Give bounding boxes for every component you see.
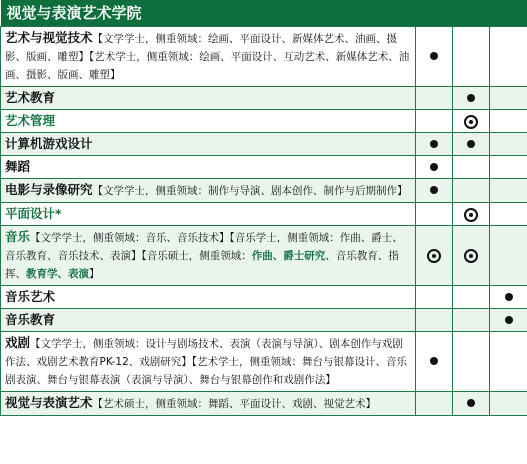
table-row	[1, 332, 527, 392]
program-name: 平面设计*	[5, 206, 62, 221]
program-cell	[1, 286, 416, 309]
mark-cell	[490, 226, 527, 286]
bullet-icon	[467, 140, 475, 148]
program-cell	[1, 27, 416, 87]
mark-cell	[490, 87, 527, 110]
program-note: 【文学学士，侧重领域：设计与剧场技术、表演（表演与导演）、剧本创作与戏剧作法、戏剧艺术教育PK-12、戏剧研究】【艺术学士，侧重领域：舞台与银幕设计、音乐剧表演、舞台与银幕表演（表演与导演）、舞台与银幕创作和戏剧作法】	[5, 338, 408, 386]
program-name: 音乐教育	[5, 312, 56, 327]
program-cell	[1, 392, 416, 416]
school-title: 视觉与表演艺术学院	[1, 0, 527, 27]
program-cell	[1, 87, 416, 110]
mark-cell	[453, 179, 490, 203]
program-cell	[1, 309, 416, 332]
table-row	[1, 203, 527, 226]
note-text: 】	[89, 268, 100, 280]
bullet-icon	[505, 293, 513, 301]
program-note: 【文学学士，侧重领域：制作与导演、剧本创作、制作与后期制作】	[92, 185, 408, 197]
program-name: 舞蹈	[5, 159, 31, 174]
bullet-icon	[430, 186, 438, 194]
bullet-icon	[430, 140, 438, 148]
program-cell	[1, 203, 416, 226]
mark-cell	[490, 133, 527, 156]
bullet-icon	[467, 94, 475, 102]
mark-cell	[416, 156, 453, 179]
mark-cell	[453, 133, 490, 156]
table-row	[1, 27, 527, 87]
note-text: 【文学学士，侧重领域：音乐、音乐技术】【音乐学士，侧重领域：作曲、爵士、音乐教育、音乐技术、表演】【音乐硕士，侧重领域：	[5, 232, 403, 262]
mark-cell	[453, 392, 490, 416]
mark-cell	[490, 286, 527, 309]
program-name: 戏剧	[5, 335, 31, 350]
circled-dot-icon	[464, 249, 478, 263]
mark-cell	[453, 203, 490, 226]
program-name: 艺术教育	[5, 90, 56, 105]
program-cell	[1, 156, 416, 179]
mark-cell	[416, 286, 453, 309]
bullet-icon	[430, 163, 438, 171]
mark-cell	[490, 309, 527, 332]
circled-dot-icon	[427, 249, 441, 263]
table-row	[1, 110, 527, 133]
mark-cell	[490, 332, 527, 392]
mark-cell	[490, 110, 527, 133]
program-name: 艺术管理	[5, 113, 56, 128]
program-cell	[1, 179, 416, 203]
program-cell	[1, 110, 416, 133]
program-name: 音乐	[5, 229, 31, 244]
program-name: 视觉与表演艺术	[5, 395, 93, 410]
mark-cell	[490, 156, 527, 179]
circled-dot-icon	[464, 115, 478, 129]
note-text: 、音乐教育、指挥、	[5, 250, 399, 280]
bullet-icon	[467, 399, 475, 407]
mark-cell	[490, 203, 527, 226]
mark-cell	[490, 392, 527, 416]
mark-cell	[490, 27, 527, 87]
program-name: 艺术与视觉技术	[5, 30, 93, 45]
program-cell	[1, 133, 416, 156]
program-name: 音乐艺术	[5, 289, 56, 304]
table-row	[1, 87, 527, 110]
mark-cell	[416, 27, 453, 87]
mark-cell	[453, 309, 490, 332]
mark-cell	[453, 87, 490, 110]
program-note	[5, 232, 403, 280]
program-name: 电影与录像研究	[5, 182, 93, 197]
mark-cell	[416, 133, 453, 156]
mark-cell	[453, 226, 490, 286]
mark-cell	[453, 27, 490, 87]
note-highlight: 教育学、表演	[26, 268, 89, 280]
program-note: 【艺术硕士，侧重领域：舞蹈、平面设计、戏剧、视觉艺术】	[92, 398, 377, 410]
program-name: 计算机游戏设计	[5, 136, 93, 151]
bullet-icon	[505, 316, 513, 324]
bullet-icon	[430, 52, 438, 60]
mark-cell	[416, 309, 453, 332]
mark-cell	[416, 392, 453, 416]
mark-cell	[490, 179, 527, 203]
mark-cell	[416, 203, 453, 226]
mark-cell	[453, 156, 490, 179]
mark-cell	[416, 226, 453, 286]
table-row	[1, 179, 527, 203]
mark-cell	[416, 332, 453, 392]
mark-cell	[453, 110, 490, 133]
circled-dot-icon	[464, 208, 478, 222]
mark-cell	[453, 332, 490, 392]
program-cell	[1, 226, 416, 286]
mark-cell	[416, 110, 453, 133]
table-row	[1, 286, 527, 309]
table-row	[1, 226, 527, 286]
program-cell	[1, 332, 416, 392]
note-highlight: 作曲、爵士研究	[251, 250, 326, 262]
table-row	[1, 133, 527, 156]
mark-cell	[453, 286, 490, 309]
mark-cell	[416, 87, 453, 110]
table-row	[1, 309, 527, 332]
table-row	[1, 156, 527, 179]
table-row	[1, 392, 527, 416]
mark-cell	[416, 179, 453, 203]
bullet-icon	[430, 357, 438, 365]
table-header-row	[1, 0, 527, 27]
program-note: 【文学学士，侧重领域：绘画、平面设计、新媒体艺术、油画、摄影、版画、雕塑】【艺术学士，侧重领域：绘画、平面设计、互动艺术、新媒体艺术、油画、摄影、版画、雕塑】	[5, 33, 410, 81]
